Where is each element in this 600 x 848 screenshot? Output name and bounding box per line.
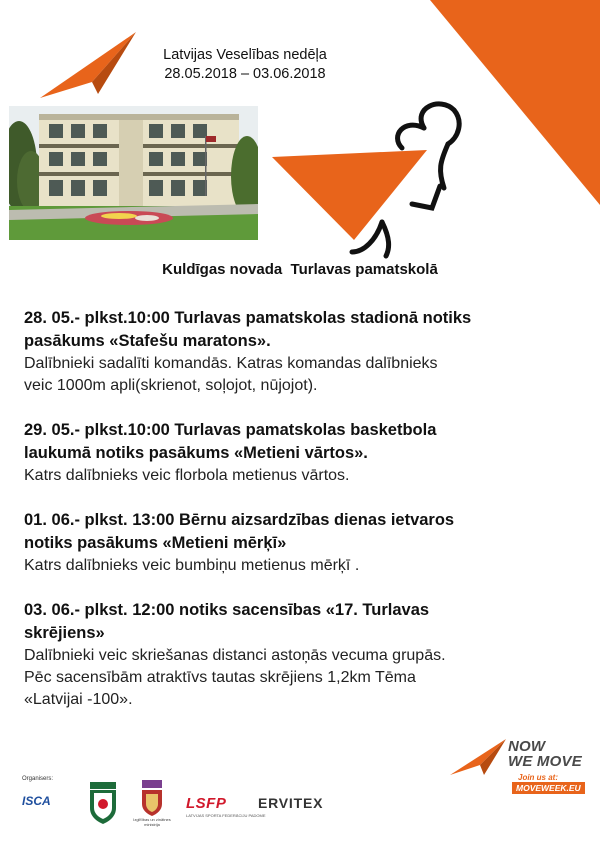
now-we-move-line: NOW xyxy=(508,738,546,755)
now-we-move-logo xyxy=(450,735,590,799)
isca-logo: ISCA xyxy=(22,794,51,808)
event-description-line: veic 1000m apli(skrienot, soļojot, nūjojot). xyxy=(24,377,318,394)
event-title-line: laukumā notiks pasākums «Metieni vārtos». xyxy=(24,444,368,462)
event-description-line: Katrs dalībnieks veic florbola metienus vārtos. xyxy=(24,467,350,484)
event-description xyxy=(24,353,584,397)
now-we-move-text xyxy=(508,739,582,769)
event-description xyxy=(24,555,584,577)
header-dates: 28.05.2018 – 03.06.2018 xyxy=(164,66,326,82)
event-description-line: Pēc sacensībām atraktīvs tautas skrējiens 1,2km Tēma xyxy=(24,669,416,686)
join-us-label: Join us at: xyxy=(518,773,559,782)
event-title xyxy=(24,419,584,465)
school-building-photo xyxy=(9,106,258,240)
ervitex-logo: ERVITEX xyxy=(258,795,324,811)
event-header xyxy=(140,46,350,84)
header-title: Latvijas Veselības nedēļa xyxy=(163,47,327,63)
orange-stick-figure-illustration xyxy=(272,100,492,260)
event-title-line: 29. 05.- plkst.10:00 Turlavas pamatskolas basketbola xyxy=(24,421,437,439)
ministry-coat-of-arms-logo xyxy=(138,780,166,816)
event-description-line: Dalībnieki sadalīti komandās. Katras komandas dalībnieks xyxy=(24,355,438,372)
event-list xyxy=(24,307,584,733)
now-we-move-line: WE MOVE xyxy=(508,753,582,770)
now-we-move-arrow-icon xyxy=(450,737,508,777)
school-name: Kuldīgas novada Turlavas pamatskolā xyxy=(162,261,438,278)
event-title-line: pasākums «Stafešu maratons». xyxy=(24,332,271,350)
event-item xyxy=(24,419,584,487)
event-title xyxy=(24,599,584,645)
event-description-line: Dalībnieki veic skriešanas distanci astoņās vecuma grupās. xyxy=(24,647,446,664)
event-item xyxy=(24,599,584,711)
event-title-line: notiks pasākums «Metieni mērķī» xyxy=(24,534,287,552)
event-title-line: 01. 06.- plkst. 13:00 Bērnu aizsardzības dienas ietvaros xyxy=(24,511,455,529)
event-title-line: 28. 05.- plkst.10:00 Turlavas pamatskolas stadionā notiks xyxy=(24,309,472,327)
event-description xyxy=(24,465,584,487)
organisers-label: Organisers: xyxy=(22,776,54,782)
lsfp-subtitle: LATVIJAS SPORTA FEDERĀCIJU PADOME xyxy=(186,813,266,818)
event-item xyxy=(24,307,584,397)
event-description xyxy=(24,645,584,711)
event-title-line: skrējiens» xyxy=(24,624,105,642)
event-description-line: «Latvijai -100». xyxy=(24,691,133,708)
event-title xyxy=(24,509,584,555)
health-week-triangle-logo xyxy=(40,28,140,100)
event-description-line: Katrs dalībnieks veic bumbiņu metienus mērķī . xyxy=(24,557,360,574)
event-item xyxy=(24,509,584,577)
ministry-name: Izglītības un zinātnes ministrija xyxy=(133,817,171,827)
event-title xyxy=(24,307,584,353)
lsfp-logo: LSFP xyxy=(186,795,227,812)
moveweek-url: MOVEWEEK.EU xyxy=(512,782,585,794)
lssa-shield-logo xyxy=(88,782,118,824)
event-title-line: 03. 06.- plkst. 12:00 notiks sacensības «17. Turlavas xyxy=(24,601,430,619)
